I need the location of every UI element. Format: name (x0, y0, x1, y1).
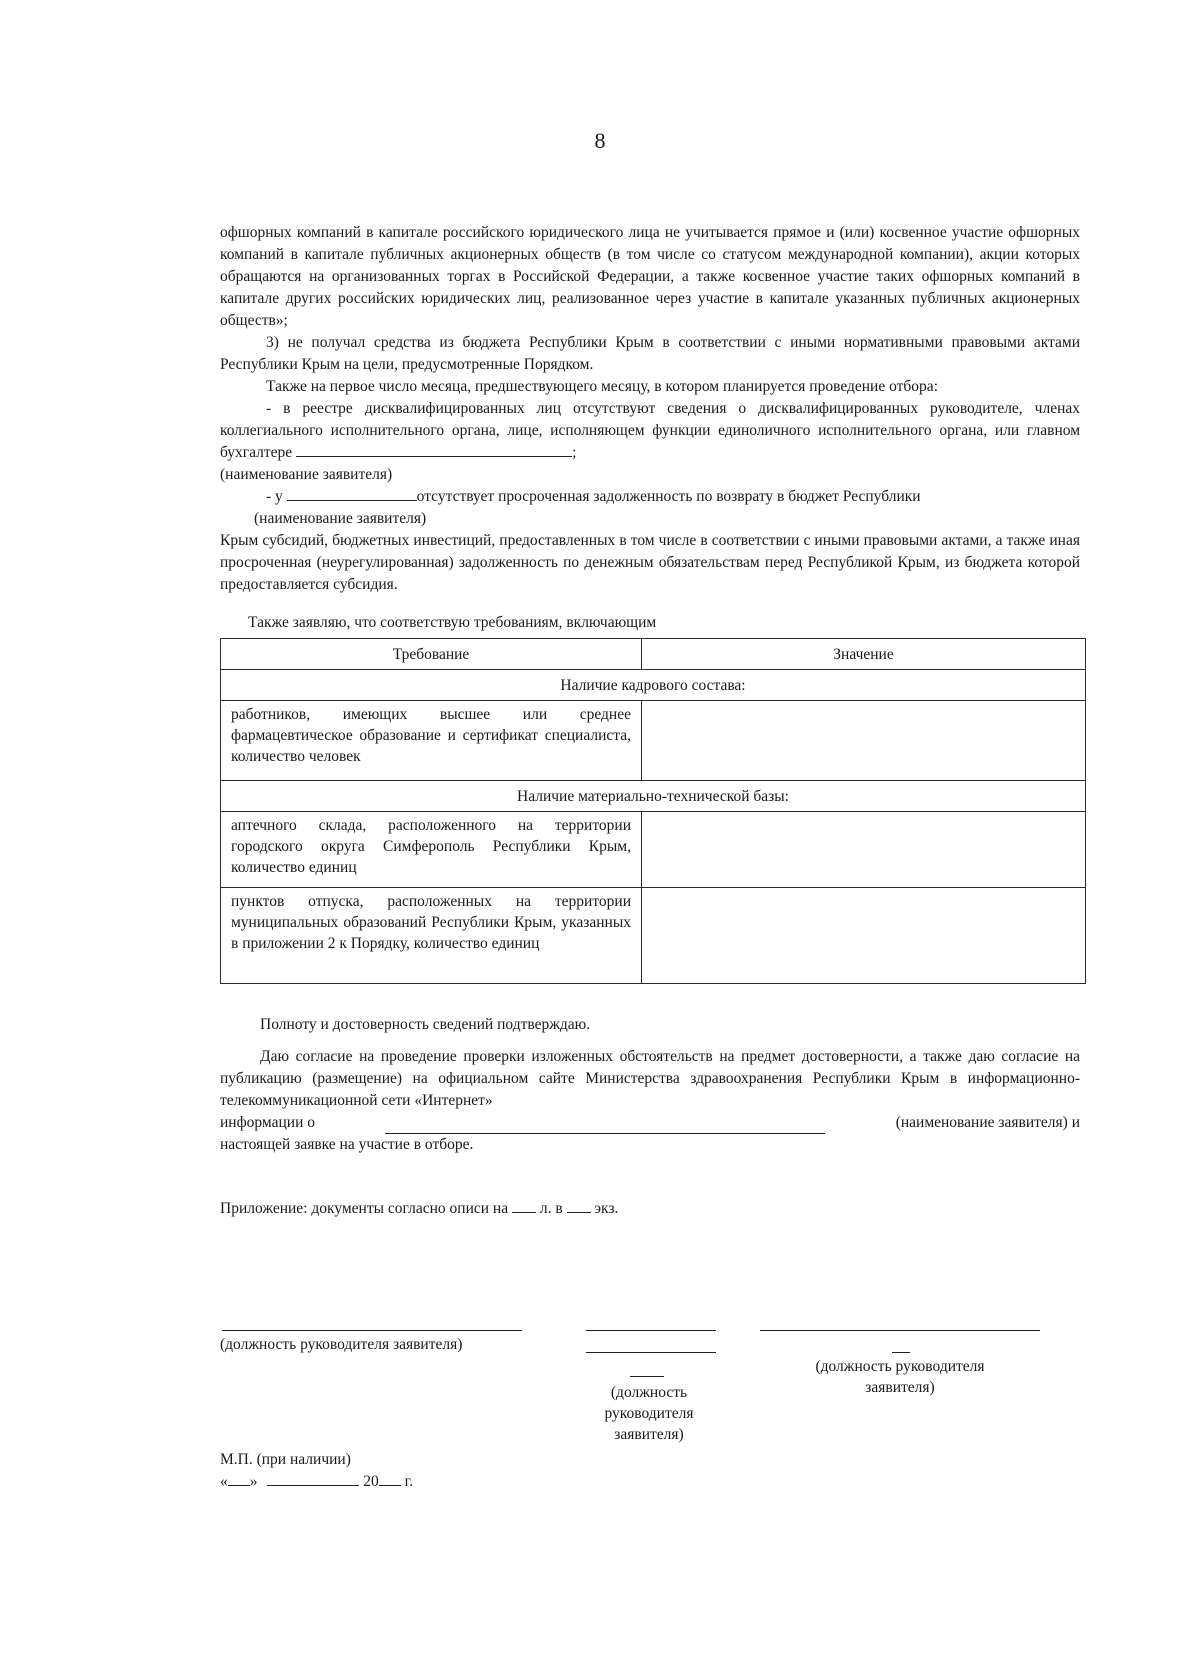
signature-line-middle-1 (586, 1330, 716, 1331)
requirement-staff: работников, имеющих высшее или среднее фармацевтическое образование и сертификат специалиста, количество человек (221, 701, 642, 781)
paragraph-consent: Даю согласие на проведение проверки изложенных обстоятельств на предмет достоверности, а также даю согласие на публикацию (размещение) на официальном сайте Министерства здравоохранения Республики Крым в информационно-телекоммуникационной сети «Интернет» (220, 1048, 1080, 1109)
attachment-prefix: Приложение: документы согласно описи на (220, 1200, 509, 1217)
day-line (228, 1471, 250, 1486)
stamp-placeholder: М.П. (при наличии) (220, 1451, 351, 1468)
attachment-sheets: л. в (539, 1200, 563, 1217)
applicant-caption: (наименование заявителя) (220, 466, 393, 483)
paragraph-requirements-intro: Также заявляю, что соответствую требованиям, включающим (248, 614, 657, 631)
signature-caption-middle (564, 1382, 734, 1445)
header-value: Значение (642, 639, 1086, 670)
consent-info-prefix: информации о (220, 1114, 315, 1131)
value-cell (642, 888, 1086, 984)
year-prefix: 20 (363, 1473, 379, 1490)
section-material-base: Наличие материально-технической базы: (221, 781, 1086, 812)
section-staff: Наличие кадрового состава: (221, 670, 1086, 701)
paragraph-debt (220, 486, 1080, 508)
middle-caption-line: (должность (610, 1384, 688, 1401)
month-line (267, 1471, 359, 1486)
value-cell (642, 812, 1086, 888)
paragraph-attachment (220, 1198, 1080, 1220)
attachment-copies: экз. (594, 1200, 619, 1217)
paragraph-consent-info (220, 1112, 1080, 1134)
date-line (220, 1471, 413, 1493)
paragraph-disqualified-registry (220, 398, 1080, 464)
paragraph-confirm: Полноту и достоверность сведений подтверждаю. (260, 1016, 591, 1033)
sheets-line (512, 1198, 536, 1213)
signature-line-right-short (892, 1352, 910, 1353)
registry-end: ; (572, 444, 577, 461)
copies-line (567, 1198, 591, 1213)
requirement-dispensing-points: пунктов отпуска, расположенных на территории муниципальных образований Республики Крым, указанных в приложении 2 к Порядку, количество единиц (221, 888, 642, 984)
value-cell (642, 701, 1086, 781)
applicant-name-line (287, 486, 417, 501)
applicant-info-line (385, 1119, 825, 1134)
middle-caption-line: руководителя (604, 1405, 694, 1422)
table-row (221, 888, 1086, 984)
signature-line-middle-3 (630, 1376, 664, 1377)
signature-line-middle-2 (586, 1352, 716, 1353)
stamp-and-date (220, 1449, 413, 1493)
debt-prefix: - у (266, 488, 283, 505)
registry-text: - в реестре дисквалифицированных лиц отсутствуют сведения о дисквалифицированных руководителе, членах коллегиального исполнительного органа, лице, исполняющем функции единоличного исполнительного органа, или главном бухгалтере (220, 400, 1080, 461)
paragraph-selection-date: Также на первое число месяца, предшествующего месяцу, в котором планируется проведение отбора: (266, 378, 938, 395)
signature-caption-left: (должность руководителя заявителя) (220, 1336, 463, 1353)
page-number: 8 (594, 128, 606, 153)
paragraph-offshore: офшорных компаний в капитале российского юридического лица не учитывается прямое и (или) косвенное участие офшорных компаний в капитале публичных акционерных обществ (в том числе со статусом международной компании), акции которых обращаются на организованных торгах в Российской Федерации, а также косвенное участие таких офшорных компаний в капитале других российских юридических лиц, реализованное через участие в капитале указанных публичных акционерных обществ»; (220, 224, 1080, 329)
signature-line-right (760, 1330, 1040, 1331)
signature-line-left (222, 1330, 522, 1331)
table-row (221, 701, 1086, 781)
header-requirement: Требование (221, 639, 642, 670)
right-caption-line: заявителя) (865, 1379, 935, 1396)
requirement-warehouse: аптечного склада, расположенного на территории городского округа Симферополь Республики Крым, количество единиц (221, 812, 642, 888)
paragraph-subsidies: Крым субсидий, бюджетных инвестиций, предоставленных в том числе в соответствии с иными правовыми актами, а также иная просроченная (неурегулированная) задолженность по денежным обязательствам перед Республикой Крым, из бюджета которой предоставляется субсидия. (220, 532, 1080, 593)
paragraph-budget-funds: 3) не получал средства из бюджета Республики Крым в соответствии с иными нормативными правовыми актами Республики Крым на цели, предусмотренные Порядком. (220, 334, 1080, 373)
table-section-row (221, 781, 1086, 812)
signature-caption-right (780, 1356, 1020, 1398)
applicant-caption: (наименование заявителя) (254, 510, 427, 527)
consent-info-caption: (наименование заявителя) и (895, 1114, 1080, 1131)
right-caption-line: (должность руководителя (815, 1358, 985, 1375)
applicant-name-line (296, 442, 572, 457)
debt-text: отсутствует просроченная задолженность по возврату в бюджет Республики (416, 488, 921, 505)
table-header-row (221, 639, 1086, 670)
date-quote-open: « (220, 1473, 228, 1490)
date-quote-close: » (249, 1473, 258, 1490)
document-body (220, 222, 1080, 1220)
year-line (379, 1471, 401, 1486)
paragraph-consent-end: настоящей заявке на участие в отборе. (220, 1136, 474, 1153)
signature-block (220, 1308, 1080, 1468)
table-row (221, 812, 1086, 888)
middle-caption-line: заявителя) (614, 1426, 684, 1443)
requirements-table (220, 638, 1086, 984)
table-section-row (221, 670, 1086, 701)
year-suffix: г. (404, 1473, 414, 1490)
